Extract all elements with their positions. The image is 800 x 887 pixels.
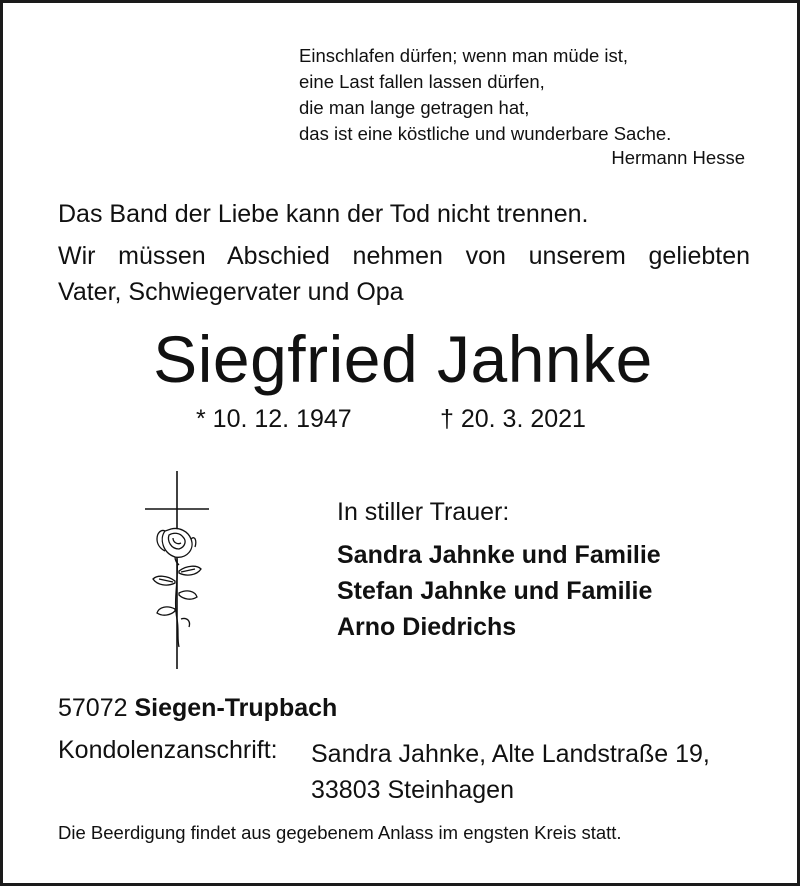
- deceased-name: Siegfried Jahnke: [153, 322, 653, 396]
- poem: [299, 43, 671, 147]
- location: [58, 694, 337, 723]
- postal-code: 57072: [58, 694, 128, 722]
- poem-line: Einschlafen dürfen; wenn man müde ist,: [299, 45, 629, 66]
- intro-line-3: Vater, Schwiegervater und Opa: [58, 278, 404, 306]
- poem-line: das ist eine köstliche und wunderbare Sache.: [299, 123, 672, 144]
- city: Siegen-Trupbach: [134, 694, 338, 722]
- death-date: † 20. 3. 2021: [440, 405, 586, 433]
- mourners-list: [337, 537, 661, 645]
- mourner-name: Arno Diedrichs: [337, 613, 517, 641]
- mourner-name: Stefan Jahnke und Familie: [337, 577, 653, 605]
- funeral-note: Die Beerdigung findet aus gegebenem Anlass im engsten Kreis statt.: [58, 822, 622, 843]
- birth-date: * 10. 12. 1947: [196, 405, 352, 433]
- mourner-name: Sandra Jahnke und Familie: [337, 541, 661, 569]
- intro-line-1: Das Band der Liebe kann der Tod nicht trennen.: [58, 200, 589, 228]
- condolence-label: Kondolenzanschrift:: [58, 736, 278, 764]
- poem-author: Hermann Hesse: [611, 147, 745, 168]
- condolence-address-line-2: 33803 Steinhagen: [311, 776, 514, 804]
- intro-line-2: Wir müssen Abschied nehmen von unserem geliebten: [58, 242, 750, 270]
- condolence-address: [311, 736, 710, 808]
- condolence-address-line-1: Sandra Jahnke, Alte Landstraße 19,: [311, 740, 710, 768]
- cross-with-rose-icon: [135, 469, 219, 671]
- poem-line: eine Last fallen lassen dürfen,: [299, 71, 545, 92]
- poem-line: die man lange getragen hat,: [299, 97, 530, 118]
- mourning-label: In stiller Trauer:: [337, 498, 510, 526]
